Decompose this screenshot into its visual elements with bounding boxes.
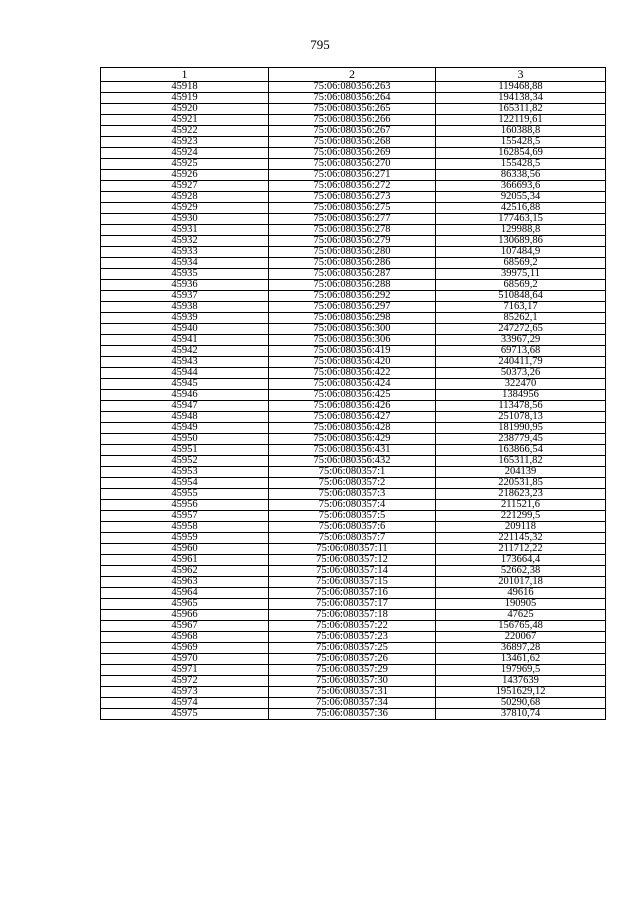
row-number-cell: 45931: [101, 225, 269, 236]
value-cell: 322470: [436, 379, 606, 390]
table-row: [101, 610, 606, 621]
value-cell: 181990,95: [436, 423, 606, 434]
row-number-cell: 45972: [101, 676, 269, 687]
cadastral-number-cell: 75:06:080356:267: [269, 126, 436, 137]
cadastral-number-cell: 75:06:080356:272: [269, 181, 436, 192]
table-row: [101, 632, 606, 643]
table-row: [101, 467, 606, 478]
cadastral-number-cell: 75:06:080356:288: [269, 280, 436, 291]
column-header-2: 2: [269, 68, 436, 82]
table-row: [101, 456, 606, 467]
cadastral-value-table: [100, 67, 606, 720]
row-number-cell: 45951: [101, 445, 269, 456]
value-cell: 218623,23: [436, 489, 606, 500]
value-cell: 36897,28: [436, 643, 606, 654]
value-cell: 50373,26: [436, 368, 606, 379]
value-cell: 7163,17: [436, 302, 606, 313]
table-row: [101, 82, 606, 93]
cadastral-number-cell: 75:06:080357:36: [269, 709, 436, 720]
table-row: [101, 126, 606, 137]
row-number-cell: 45965: [101, 599, 269, 610]
table-row: [101, 522, 606, 533]
table-row: [101, 214, 606, 225]
cadastral-number-cell: 75:06:080357:5: [269, 511, 436, 522]
value-cell: 37810,74: [436, 709, 606, 720]
value-cell: 240411,79: [436, 357, 606, 368]
table-row: [101, 665, 606, 676]
table-row: [101, 324, 606, 335]
cadastral-number-cell: 75:06:080356:270: [269, 159, 436, 170]
row-number-cell: 45924: [101, 148, 269, 159]
value-cell: 190905: [436, 599, 606, 610]
table-row: [101, 577, 606, 588]
column-header-1: 1: [101, 68, 269, 82]
cadastral-number-cell: 75:06:080356:277: [269, 214, 436, 225]
value-cell: 42516,88: [436, 203, 606, 214]
row-number-cell: 45949: [101, 423, 269, 434]
table-row: [101, 643, 606, 654]
value-cell: 163866,54: [436, 445, 606, 456]
value-cell: 251078,13: [436, 412, 606, 423]
table-row: [101, 280, 606, 291]
table-row: [101, 291, 606, 302]
value-cell: 130689,86: [436, 236, 606, 247]
value-cell: 107484,9: [436, 247, 606, 258]
table-row: [101, 709, 606, 720]
value-cell: 129988,8: [436, 225, 606, 236]
cadastral-number-cell: 75:06:080356:279: [269, 236, 436, 247]
row-number-cell: 45973: [101, 687, 269, 698]
value-cell: 155428,5: [436, 159, 606, 170]
cadastral-number-cell: 75:06:080356:298: [269, 313, 436, 324]
row-number-cell: 45974: [101, 698, 269, 709]
row-number-cell: 45925: [101, 159, 269, 170]
row-number-cell: 45943: [101, 357, 269, 368]
cadastral-number-cell: 75:06:080356:419: [269, 346, 436, 357]
cadastral-number-cell: 75:06:080357:17: [269, 599, 436, 610]
row-number-cell: 45930: [101, 214, 269, 225]
table-row: [101, 137, 606, 148]
table-row: [101, 379, 606, 390]
cadastral-number-cell: 75:06:080356:306: [269, 335, 436, 346]
cadastral-number-cell: 75:06:080357:11: [269, 544, 436, 555]
value-cell: 1384956: [436, 390, 606, 401]
row-number-cell: 45920: [101, 104, 269, 115]
page-number: 795: [310, 37, 330, 52]
cadastral-number-cell: 75:06:080357:14: [269, 566, 436, 577]
value-cell: 177463,15: [436, 214, 606, 225]
value-cell: 220531,85: [436, 478, 606, 489]
value-cell: 85262,1: [436, 313, 606, 324]
row-number-cell: 45971: [101, 665, 269, 676]
cadastral-number-cell: 75:06:080356:292: [269, 291, 436, 302]
value-cell: 156765,48: [436, 621, 606, 632]
row-number-cell: 45954: [101, 478, 269, 489]
value-cell: 49616: [436, 588, 606, 599]
cadastral-number-cell: 75:06:080356:432: [269, 456, 436, 467]
row-number-cell: 45946: [101, 390, 269, 401]
value-cell: 68569,2: [436, 280, 606, 291]
row-number-cell: 45935: [101, 269, 269, 280]
row-number-cell: 45969: [101, 643, 269, 654]
cadastral-number-cell: 75:06:080356:297: [269, 302, 436, 313]
table-row: [101, 445, 606, 456]
row-number-cell: 45966: [101, 610, 269, 621]
table-row: [101, 698, 606, 709]
table-row: [101, 104, 606, 115]
cadastral-number-cell: 75:06:080357:12: [269, 555, 436, 566]
row-number-cell: 45948: [101, 412, 269, 423]
table-row: [101, 181, 606, 192]
row-number-cell: 45961: [101, 555, 269, 566]
cadastral-number-cell: 75:06:080356:287: [269, 269, 436, 280]
table-row: [101, 302, 606, 313]
row-number-cell: 45957: [101, 511, 269, 522]
table-row: [101, 511, 606, 522]
row-number-cell: 45921: [101, 115, 269, 126]
cadastral-number-cell: 75:06:080356:273: [269, 192, 436, 203]
cadastral-number-cell: 75:06:080357:16: [269, 588, 436, 599]
table-body: [101, 82, 606, 720]
table-row: [101, 489, 606, 500]
cadastral-number-cell: 75:06:080357:26: [269, 654, 436, 665]
cadastral-number-cell: 75:06:080357:30: [269, 676, 436, 687]
row-number-cell: 45937: [101, 291, 269, 302]
cadastral-number-cell: 75:06:080356:300: [269, 324, 436, 335]
cadastral-number-cell: 75:06:080356:428: [269, 423, 436, 434]
table-row: [101, 412, 606, 423]
row-number-cell: 45958: [101, 522, 269, 533]
cadastral-number-cell: 75:06:080356:264: [269, 93, 436, 104]
value-cell: 201017,18: [436, 577, 606, 588]
cadastral-number-cell: 75:06:080356:431: [269, 445, 436, 456]
row-number-cell: 45963: [101, 577, 269, 588]
table-row: [101, 434, 606, 445]
cadastral-number-cell: 75:06:080357:25: [269, 643, 436, 654]
table-row: [101, 258, 606, 269]
value-cell: 209118: [436, 522, 606, 533]
cadastral-number-cell: 75:06:080356:424: [269, 379, 436, 390]
value-cell: 47625: [436, 610, 606, 621]
cadastral-number-cell: 75:06:080356:422: [269, 368, 436, 379]
table-row: [101, 170, 606, 181]
table-row: [101, 236, 606, 247]
table-row: [101, 676, 606, 687]
table-header-row: [101, 68, 606, 82]
row-number-cell: 45918: [101, 82, 269, 93]
cadastral-number-cell: 75:06:080356:269: [269, 148, 436, 159]
value-cell: 221145,32: [436, 533, 606, 544]
row-number-cell: 45940: [101, 324, 269, 335]
row-number-cell: 45941: [101, 335, 269, 346]
value-cell: 165311,82: [436, 456, 606, 467]
cadastral-number-cell: 75:06:080357:15: [269, 577, 436, 588]
row-number-cell: 45942: [101, 346, 269, 357]
cadastral-number-cell: 75:06:080356:263: [269, 82, 436, 93]
cadastral-number-cell: 75:06:080357:18: [269, 610, 436, 621]
row-number-cell: 45964: [101, 588, 269, 599]
row-number-cell: 45926: [101, 170, 269, 181]
table-row: [101, 654, 606, 665]
value-cell: 160388,8: [436, 126, 606, 137]
row-number-cell: 45945: [101, 379, 269, 390]
row-number-cell: 45922: [101, 126, 269, 137]
table-row: [101, 346, 606, 357]
cadastral-number-cell: 75:06:080356:425: [269, 390, 436, 401]
cadastral-number-cell: 75:06:080356:278: [269, 225, 436, 236]
table-row: [101, 599, 606, 610]
value-cell: 86338,56: [436, 170, 606, 181]
cadastral-number-cell: 75:06:080357:3: [269, 489, 436, 500]
cadastral-number-cell: 75:06:080356:420: [269, 357, 436, 368]
value-cell: 68569,2: [436, 258, 606, 269]
cadastral-number-cell: 75:06:080357:31: [269, 687, 436, 698]
cadastral-number-cell: 75:06:080356:271: [269, 170, 436, 181]
table-row: [101, 401, 606, 412]
table-row: [101, 544, 606, 555]
row-number-cell: 45927: [101, 181, 269, 192]
row-number-cell: 45938: [101, 302, 269, 313]
value-cell: 204139: [436, 467, 606, 478]
value-cell: 221299,5: [436, 511, 606, 522]
row-number-cell: 45932: [101, 236, 269, 247]
cadastral-number-cell: 75:06:080357:4: [269, 500, 436, 511]
table-row: [101, 313, 606, 324]
cadastral-number-cell: 75:06:080357:7: [269, 533, 436, 544]
cadastral-number-cell: 75:06:080357:23: [269, 632, 436, 643]
table-row: [101, 247, 606, 258]
table-row: [101, 192, 606, 203]
table-row: [101, 368, 606, 379]
column-header-3: 3: [436, 68, 606, 82]
value-cell: 39975,11: [436, 269, 606, 280]
row-number-cell: 45962: [101, 566, 269, 577]
table-row: [101, 533, 606, 544]
value-cell: 197969,5: [436, 665, 606, 676]
cadastral-number-cell: 75:06:080357:2: [269, 478, 436, 489]
row-number-cell: 45936: [101, 280, 269, 291]
value-cell: 211521,6: [436, 500, 606, 511]
value-cell: 69713,68: [436, 346, 606, 357]
table-row: [101, 159, 606, 170]
row-number-cell: 45950: [101, 434, 269, 445]
value-cell: 173664,4: [436, 555, 606, 566]
value-cell: 165311,82: [436, 104, 606, 115]
value-cell: 247272,65: [436, 324, 606, 335]
cadastral-number-cell: 75:06:080356:426: [269, 401, 436, 412]
table-row: [101, 93, 606, 104]
value-cell: 366693,6: [436, 181, 606, 192]
row-number-cell: 45956: [101, 500, 269, 511]
table-row: [101, 588, 606, 599]
row-number-cell: 45944: [101, 368, 269, 379]
value-cell: 155428,5: [436, 137, 606, 148]
row-number-cell: 45967: [101, 621, 269, 632]
row-number-cell: 45934: [101, 258, 269, 269]
table-row: [101, 687, 606, 698]
table-row: [101, 225, 606, 236]
cadastral-number-cell: 75:06:080357:1: [269, 467, 436, 478]
value-cell: 194138,34: [436, 93, 606, 104]
cadastral-number-cell: 75:06:080356:429: [269, 434, 436, 445]
value-cell: 162854,69: [436, 148, 606, 159]
value-cell: 220067: [436, 632, 606, 643]
value-cell: 113478,56: [436, 401, 606, 412]
row-number-cell: 45960: [101, 544, 269, 555]
cadastral-number-cell: 75:06:080356:427: [269, 412, 436, 423]
value-cell: 1951629,12: [436, 687, 606, 698]
value-cell: 510848,64: [436, 291, 606, 302]
value-cell: 1437639: [436, 676, 606, 687]
table-row: [101, 148, 606, 159]
row-number-cell: 45968: [101, 632, 269, 643]
row-number-cell: 45923: [101, 137, 269, 148]
value-cell: 13461,62: [436, 654, 606, 665]
cadastral-number-cell: 75:06:080357:22: [269, 621, 436, 632]
table-row: [101, 566, 606, 577]
table-row: [101, 500, 606, 511]
table-row: [101, 423, 606, 434]
cadastral-number-cell: 75:06:080357:6: [269, 522, 436, 533]
value-cell: 52662,38: [436, 566, 606, 577]
row-number-cell: 45955: [101, 489, 269, 500]
row-number-cell: 45952: [101, 456, 269, 467]
table-row: [101, 478, 606, 489]
cadastral-number-cell: 75:06:080357:29: [269, 665, 436, 676]
table-row: [101, 335, 606, 346]
cadastral-number-cell: 75:06:080357:34: [269, 698, 436, 709]
row-number-cell: 45919: [101, 93, 269, 104]
row-number-cell: 45929: [101, 203, 269, 214]
table-row: [101, 357, 606, 368]
row-number-cell: 45928: [101, 192, 269, 203]
value-cell: 92055,34: [436, 192, 606, 203]
cadastral-number-cell: 75:06:080356:275: [269, 203, 436, 214]
row-number-cell: 45953: [101, 467, 269, 478]
value-cell: 211712,22: [436, 544, 606, 555]
row-number-cell: 45939: [101, 313, 269, 324]
table-row: [101, 203, 606, 214]
cadastral-number-cell: 75:06:080356:266: [269, 115, 436, 126]
value-cell: 33967,29: [436, 335, 606, 346]
row-number-cell: 45947: [101, 401, 269, 412]
row-number-cell: 45975: [101, 709, 269, 720]
cadastral-number-cell: 75:06:080356:286: [269, 258, 436, 269]
table-row: [101, 621, 606, 632]
value-cell: 122119,61: [436, 115, 606, 126]
cadastral-number-cell: 75:06:080356:280: [269, 247, 436, 258]
cadastral-number-cell: 75:06:080356:265: [269, 104, 436, 115]
value-cell: 50290,68: [436, 698, 606, 709]
table-row: [101, 555, 606, 566]
cadastral-number-cell: 75:06:080356:268: [269, 137, 436, 148]
table-row: [101, 390, 606, 401]
row-number-cell: 45933: [101, 247, 269, 258]
row-number-cell: 45959: [101, 533, 269, 544]
row-number-cell: 45970: [101, 654, 269, 665]
value-cell: 238779,45: [436, 434, 606, 445]
value-cell: 119468,88: [436, 82, 606, 93]
table-row: [101, 115, 606, 126]
table-row: [101, 269, 606, 280]
